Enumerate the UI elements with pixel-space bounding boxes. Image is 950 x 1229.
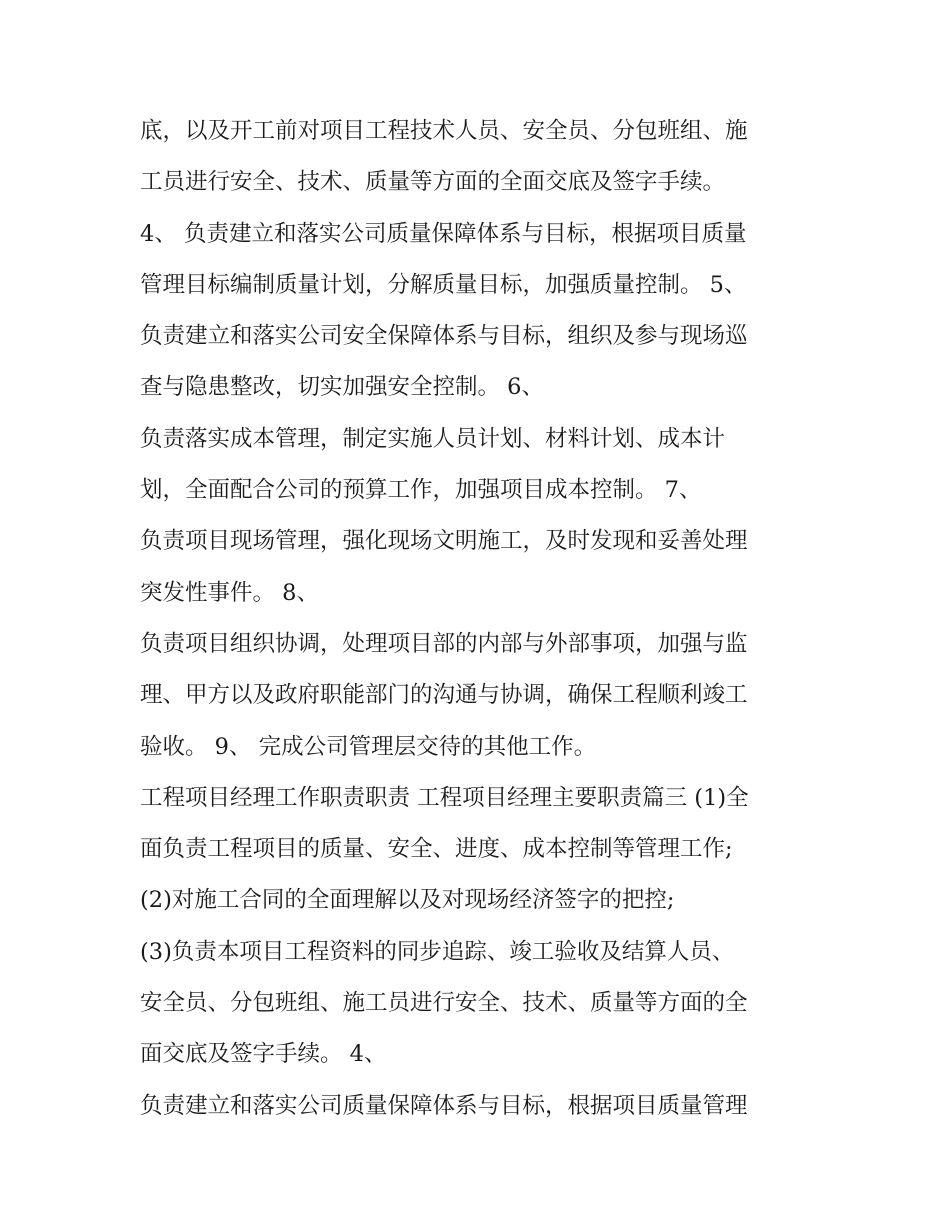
text-line: (3)负责本项目工程资料的同步追踪、竣工验收及结算人员、 — [140, 938, 735, 965]
text-line: 4、 负责建立和落实公司质量保障体系与目标，根据项目质量 — [140, 220, 747, 247]
text-line: 负责建立和落实公司质量保障体系与目标，根据项目质量管理 — [140, 1092, 748, 1119]
text-line: 查与隐患整改，切实加强安全控制。 6、 — [140, 374, 544, 401]
text-line: 验收。 9、 完成公司管理层交待的其他工作。 — [140, 733, 597, 760]
text-line: 工程项目经理工作职责职责 工程项目经理主要职责篇三 (1)全 — [140, 784, 749, 811]
text-line: 面负责工程项目的质量、安全、进度、成本控制等管理工作; — [140, 836, 733, 863]
text-line: 安全员、分包班组、施工员进行安全、技术、质量等方面的全 — [140, 990, 748, 1017]
text-line: 负责项目现场管理，强化现场文明施工，及时发现和妥善处理 — [140, 528, 748, 555]
text-line: 划，全面配合公司的预算工作，加强项目成本控制。 7、 — [140, 477, 702, 504]
text-line: (2)对施工合同的全面理解以及对现场经济签字的把控; — [140, 887, 675, 914]
text-line: 负责落实成本管理，制定实施人员计划、材料计划、成本计 — [140, 425, 726, 452]
document-body — [140, 106, 820, 1132]
text-line: 负责建立和落实公司安全保障体系与目标，组织及参与现场巡 — [140, 323, 748, 350]
text-line: 管理目标编制质量计划，分解质量目标，加强质量控制。 5、 — [140, 271, 747, 298]
text-line: 工员进行安全、技术、质量等方面的全面交底及签字手续。 — [140, 169, 726, 196]
text-line: 突发性事件。 8、 — [140, 579, 319, 606]
text-line: 负责项目组织协调，处理项目部的内部与外部事项，加强与监 — [140, 630, 748, 657]
text-line: 底，以及开工前对项目工程技术人员、安全员、分包班组、施 — [140, 118, 748, 144]
text-line: 面交底及签字手续。 4、 — [140, 1041, 387, 1068]
text-line: 理、甲方以及政府职能部门的沟通与协调，确保工程顺利竣工 — [140, 682, 748, 709]
